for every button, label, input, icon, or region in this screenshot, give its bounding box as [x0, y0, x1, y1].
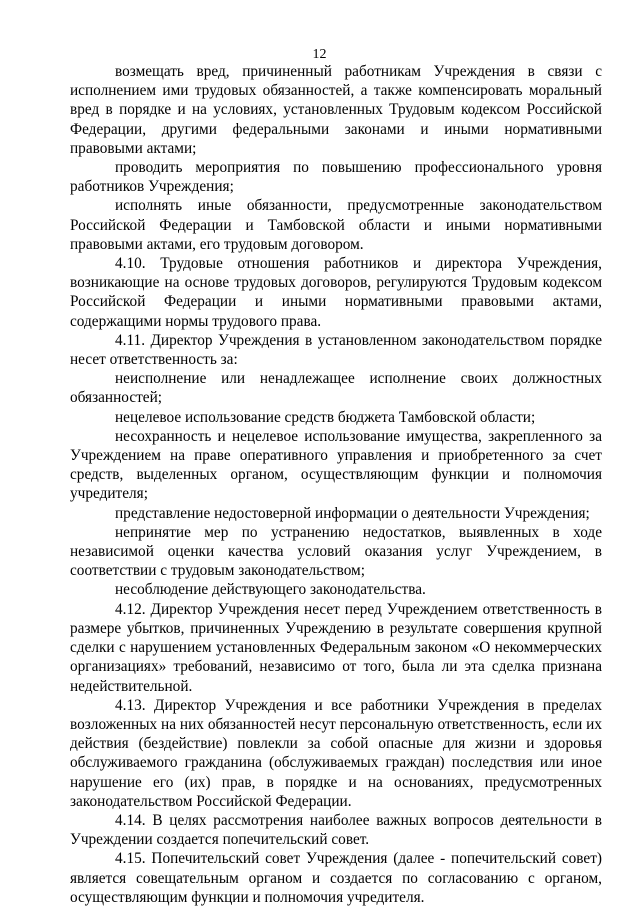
paragraph: исполнять иные обязанности, предусмотренные законодательством Российской Федерации и Тамбовской области и иными нормативными правовыми актами, его трудовым договором. [70, 197, 602, 253]
paragraph: 4.13. Директор Учреждения и все работники Учреждения в пределах возложенных на них обязанностей несут персональную ответственность, если их действия (бездействие) повлекли за собой опасные для жизни и здоровья обслуживаемого гражданина (обслуживаемых граждан) последствия или иное нарушение его (их) прав, в порядке и на основаниях, предусмотренных законодательством Российской Федерации. [70, 696, 602, 810]
paragraph: несоблюдение действующего законодательства. [115, 581, 426, 599]
paragraph: возмещать вред, причиненный работникам Учреждения в связи с исполнением ими трудовых обязанностей, а также компенсировать моральный вред в порядке и на условиях, установленных Трудовым кодексом Российской Федерации, другими федеральными законами и иными нормативными правовыми актами; [70, 63, 602, 157]
paragraph: непринятие мер по устранению недостатков, выявленных в ходе независимой оценки качества условий оказания услуг Учреждением, в соответствии с трудовым законодательством; [70, 523, 602, 580]
paragraph: 4.11. Директор Учреждения в установленном законодательством порядке несет ответственность за: [70, 331, 602, 369]
paragraph: неисполнение или ненадлежащее исполнение своих должностных обязанностей; [70, 370, 602, 407]
paragraph: 4.12. Директор Учреждения несет перед Учреждением ответственность в размере убытков, причиненных Учреждению в результате совершения крупной сделки с нарушением установленных Федеральным законом «О некоммерческих организациях» требований, независимо от того, была ли эта сделка признана недействительной. [70, 600, 602, 695]
paragraph: 4.15. Попечительский совет Учреждения (далее - попечительский совет) является совещательным органом и создается по согласованию с органом, осуществляющим функции и полномочия учредителя. [70, 850, 602, 906]
paragraph: 4.14. В целях рассмотрения наиболее важных вопросов деятельности в Учреждении создается попечительский совет. [70, 811, 602, 849]
page-number: 12 [312, 47, 327, 62]
paragraph: 4.10. Трудовые отношения работников и директора Учреждения, возникающие на основе трудовых договоров, регулируются Трудовым кодексом Российской Федерации и иными нормативными правовыми актами, содержащими нормы трудового права. [70, 255, 602, 330]
paragraph: проводить мероприятия по повышению профессионального уровня работников Учреждения; [70, 159, 602, 196]
paragraph: несохранность и нецелевое использование имущества, закрепленного за Учреждением на праве оперативного управления и приобретенного за счет средств, выделенных органом, осуществляющим функции и полномочия учредителя; [70, 427, 602, 503]
document-body [70, 62, 602, 907]
paragraph: нецелевое использование средств бюджета Тамбовской области; [115, 408, 536, 426]
paragraph: представление недостоверной информации о деятельности Учреждения; [115, 504, 590, 522]
